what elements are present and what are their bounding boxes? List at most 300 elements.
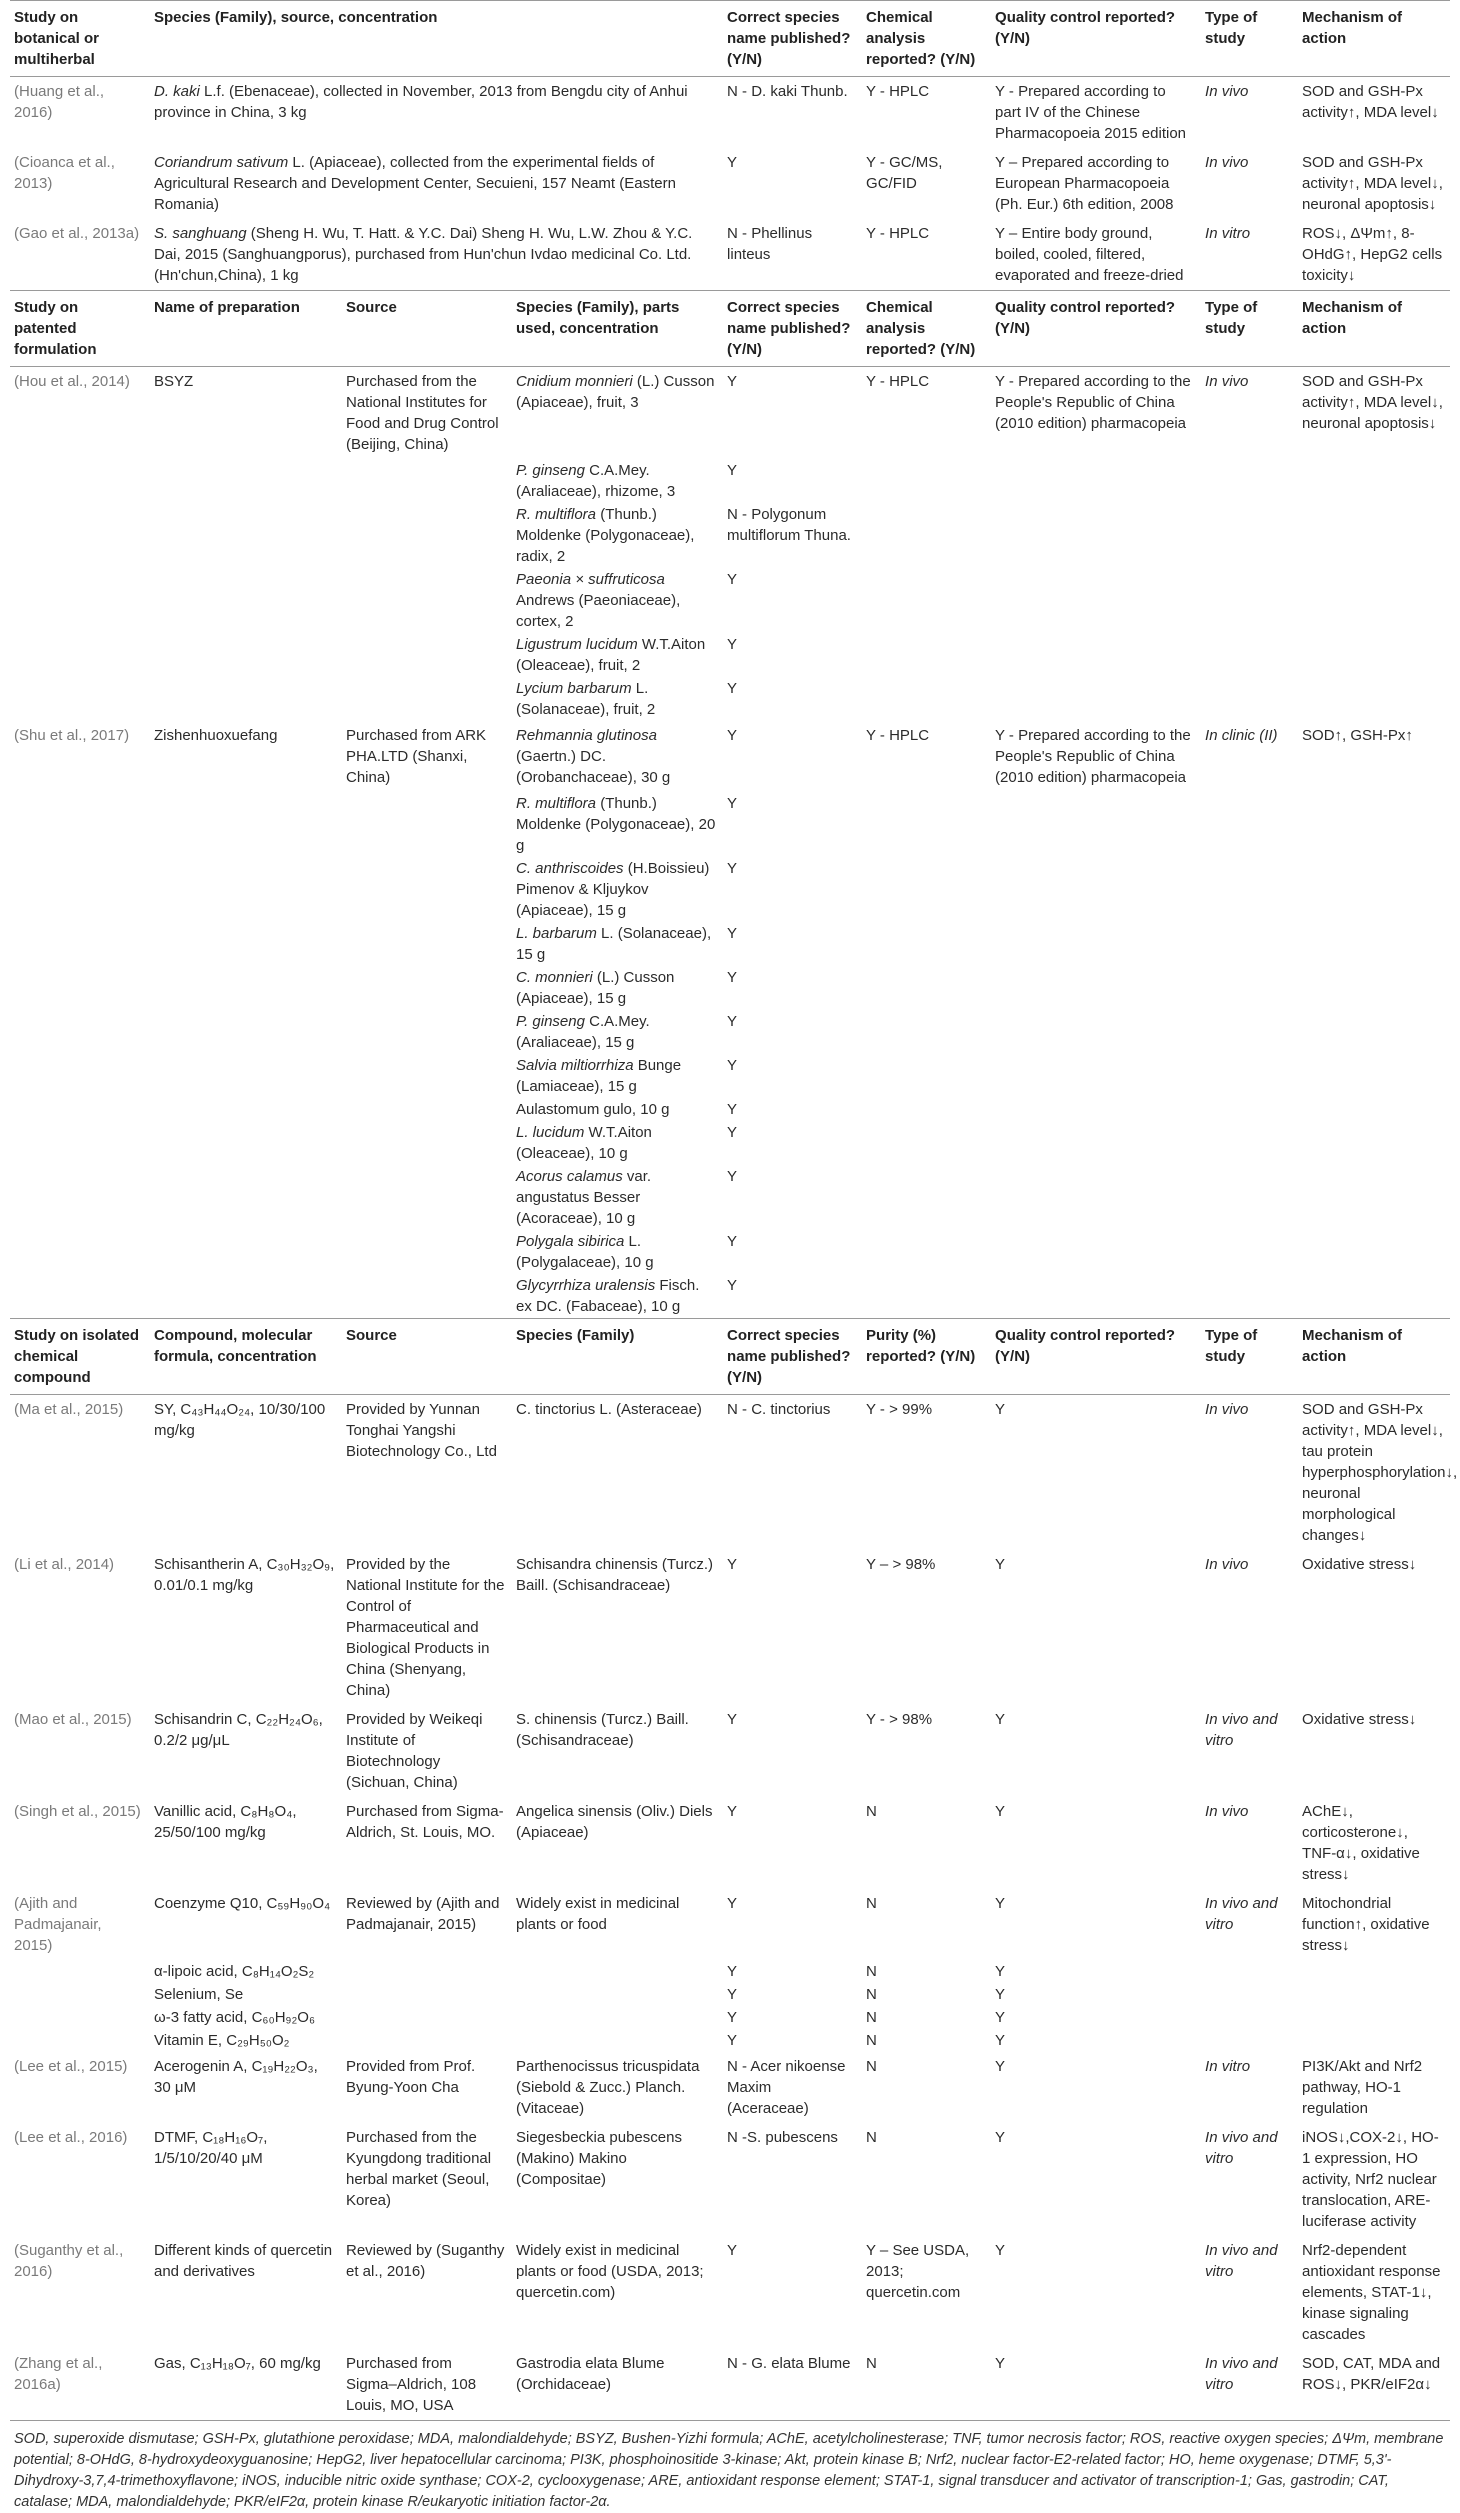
empty-cell xyxy=(10,1010,150,1054)
table-row xyxy=(10,1983,1450,2006)
source xyxy=(342,2029,512,2052)
species-detail: C.A.Mey. (Araliaceae), 15 g xyxy=(516,1013,650,1051)
empty-cell xyxy=(1201,568,1298,633)
correct-name: Y xyxy=(727,680,738,697)
study-type: In vivo xyxy=(1205,1556,1249,1573)
study-cite: (Ma et al., 2015) xyxy=(14,1401,124,1418)
empty-cell xyxy=(1298,966,1450,1010)
header-study: Study on botanical or multiherbal xyxy=(10,1,150,77)
mechanism: SOD↑, GSH-Px↑ xyxy=(1302,727,1413,744)
empty-cell xyxy=(1201,633,1298,677)
species-detail: (L.) Cusson (Apiaceae), 15 g xyxy=(516,969,675,1007)
quality-control: Y xyxy=(995,1803,1006,1820)
correct-name: Y xyxy=(727,636,738,653)
quality-control: Y - Prepared according to the People's Republic of China (2010 edition) pharmacopeia xyxy=(995,727,1191,786)
study-cite: (Lee et al., 2016) xyxy=(14,2129,128,2146)
empty-cell xyxy=(10,1274,150,1319)
empty-cell xyxy=(150,1165,342,1230)
table-row xyxy=(10,1274,1450,1319)
empty-cell xyxy=(342,857,512,922)
chem-analysis: Y - HPLC xyxy=(866,727,930,744)
mechanism: SOD, CAT, MDA and ROS↓, PKR/eIF2α↓ xyxy=(1302,2355,1441,2393)
compound: Vanillic acid, C₈H₈O₄, 25/50/100 mg/kg xyxy=(154,1803,297,1841)
species-name-italic: P. ginseng xyxy=(516,1013,585,1030)
compound: DTMF, C₁₈H₁₆O₇, 1/5/10/20/40 μM xyxy=(154,2129,268,2167)
study-type: In vitro xyxy=(1205,225,1251,242)
header-col-5: Purity (%) reported? (Y/N) xyxy=(862,1319,991,1395)
species-part xyxy=(512,966,723,1010)
empty-cell xyxy=(10,677,150,721)
study-type: In vivo xyxy=(1205,154,1249,171)
species-family: C. tinctorius L. (Asteraceae) xyxy=(516,1401,702,1418)
study-cite: (Hou et al., 2014) xyxy=(14,373,130,390)
mechanism: AChE↓, corticosterone↓, TNF-α↓, oxidative stress↓ xyxy=(1302,1803,1420,1883)
chem-analysis: Y - GC/MS, GC/FID xyxy=(866,154,943,192)
empty-cell xyxy=(342,1010,512,1054)
quality-control: Y xyxy=(995,2129,1006,2146)
species-detail: (Sheng H. Wu, T. Hatt. & Y.C. Dai) Sheng H. Wu, L.W. Zhou & Y.C. Dai, 2015 (Sanghuangporus), purchased from Hun'chun Ivdao medicinal Co. Ltd. (Hn'chun,China), 1 kg xyxy=(154,225,693,284)
empty-cell xyxy=(1201,922,1298,966)
species-family: Gastrodia elata Blume (Orchidaceae) xyxy=(516,2355,665,2393)
mechanism xyxy=(1298,1983,1450,2006)
study-type xyxy=(1201,2029,1298,2052)
species-family: Widely exist in medicinal plants or food (USDA, 2013; quercetin.com) xyxy=(516,2242,704,2301)
empty-cell xyxy=(342,1098,512,1121)
compound: Vitamin E, C₂₉H₅₀O₂ xyxy=(154,2032,290,2049)
purity: N xyxy=(866,1963,877,1980)
empty-cell xyxy=(862,677,991,721)
species-family xyxy=(512,2006,723,2029)
table-row xyxy=(10,2052,1450,2123)
header-mechanism: Mechanism of action xyxy=(1298,1,1450,77)
species-source xyxy=(150,77,723,149)
species-detail: (Thunb.) Moldenke (Polygonaceae), radix, 2 xyxy=(516,506,695,565)
empty-cell xyxy=(342,1274,512,1319)
empty-cell xyxy=(342,568,512,633)
empty-cell xyxy=(862,1010,991,1054)
empty-cell xyxy=(862,792,991,857)
empty-cell xyxy=(1298,1010,1450,1054)
study-type xyxy=(1201,1983,1298,2006)
purity: N xyxy=(866,2009,877,2026)
empty-cell xyxy=(991,459,1201,503)
purity: Y - > 98% xyxy=(866,1711,933,1728)
header-col-6: Quality control reported? (Y/N) xyxy=(991,1319,1201,1395)
empty-cell xyxy=(1298,1121,1450,1165)
empty-cell xyxy=(150,503,342,568)
species-name-italic: Glycyrrhiza uralensis xyxy=(516,1277,656,1294)
mechanism: SOD and GSH-Px activity↑, MDA level↓ xyxy=(1298,77,1450,149)
purity: N xyxy=(866,2058,877,2075)
empty-cell xyxy=(10,459,150,503)
species-part xyxy=(512,792,723,857)
compound: Selenium, Se xyxy=(154,1986,244,2003)
empty-cell xyxy=(150,1098,342,1121)
empty-cell xyxy=(1201,1054,1298,1098)
study-cite: (Gao et al., 2013a) xyxy=(14,225,140,242)
study-cite: (Zhang et al., 2016a) xyxy=(14,2355,103,2393)
species-family: Angelica sinensis (Oliv.) Diels (Apiaceae) xyxy=(516,1803,713,1841)
species-detail: L. (Apiaceae), collected from the experimental fields of Agricultural Research and Development Center, Secuieni, 157 Neamt (Eastern Romania) xyxy=(154,154,676,213)
species-part xyxy=(512,1274,723,1319)
mechanism: Oxidative stress↓ xyxy=(1302,1556,1417,1573)
species-detail: W.T.Aiton (Oleaceae), fruit, 2 xyxy=(516,636,706,674)
species-part xyxy=(512,1121,723,1165)
species-family xyxy=(512,1960,723,1983)
empty-cell xyxy=(150,677,342,721)
correct-name: Y xyxy=(727,727,738,744)
species-part xyxy=(512,1165,723,1230)
data-table xyxy=(10,0,1458,2420)
empty-cell xyxy=(1201,459,1298,503)
purity: N xyxy=(866,1803,877,1820)
study-cite: (Singh et al., 2015) xyxy=(14,1803,141,1820)
header-qc: Quality control reported? (Y/N) xyxy=(991,1,1201,77)
header-col-7: Type of study xyxy=(1201,291,1298,367)
species-name-italic: L. barbarum xyxy=(516,925,597,942)
empty-cell xyxy=(862,503,991,568)
study-type xyxy=(1201,1960,1298,1983)
header-species-source: Species (Family), source, concentration xyxy=(150,1,723,77)
source: Provided by the National Institute for the Control of Pharmaceutical and Biological Products in China (Shenyang, China) xyxy=(346,1556,505,1699)
species-detail: (Thunb.) Moldenke (Polygonaceae), 20 g xyxy=(516,795,716,854)
species-family: S. chinensis (Turcz.) Baill. (Schisandraceae) xyxy=(516,1711,689,1749)
correct-name: Y xyxy=(727,969,738,986)
species-part xyxy=(512,677,723,721)
compound: Gas, C₁₃H₁₈O₇, 60 mg/kg xyxy=(154,2355,321,2372)
table-row xyxy=(10,1165,1450,1230)
quality-control: Y xyxy=(995,1895,1006,1912)
study-type: In vivo and vitro xyxy=(1205,1895,1278,1933)
mechanism: SOD and GSH-Px activity↑, MDA level↓, neuronal apoptosis↓ xyxy=(1302,373,1443,432)
correct-name: Y xyxy=(727,1233,738,1250)
table-row xyxy=(10,2123,1450,2236)
mechanism: Mitochondrial function↑, oxidative stress↓ xyxy=(1302,1895,1430,1954)
species-name-italic: C. monnieri xyxy=(516,969,593,986)
correct-name: Y xyxy=(727,795,738,812)
correct-name: Y xyxy=(727,2242,738,2259)
empty-cell xyxy=(10,1230,150,1274)
empty-cell xyxy=(991,503,1201,568)
compound: α-lipoic acid, C₈H₁₄O₂S₂ xyxy=(154,1963,315,1980)
empty-cell xyxy=(10,503,150,568)
correct-name: N - G. elata Blume xyxy=(727,2355,851,2372)
species-detail: L. (Solanaceae), 15 g xyxy=(516,925,712,963)
species-detail: (H.Boissieu) Pimenov & Kljuykov (Apiaceae), 15 g xyxy=(516,860,710,919)
quality-control: Y xyxy=(995,2032,1006,2049)
correct-name: Y xyxy=(727,462,738,479)
table-row xyxy=(10,677,1450,721)
empty-cell xyxy=(150,1230,342,1274)
empty-cell xyxy=(991,792,1201,857)
empty-cell xyxy=(1298,568,1450,633)
header-col-2: Source xyxy=(342,1319,512,1395)
quality-control: Y xyxy=(995,1963,1006,1980)
study-type xyxy=(1201,2006,1298,2029)
table-row xyxy=(10,1550,1450,1705)
chem-analysis: Y - HPLC xyxy=(866,225,930,242)
empty-cell xyxy=(1298,1274,1450,1319)
species-detail: Aulastomum gulo, 10 g xyxy=(516,1101,670,1118)
table-row xyxy=(10,857,1450,922)
header-col-5: Chemical analysis reported? (Y/N) xyxy=(862,291,991,367)
empty-cell xyxy=(991,677,1201,721)
species-family: Widely exist in medicinal plants or food xyxy=(516,1895,680,1933)
empty-cell xyxy=(10,568,150,633)
quality-control: Y - Prepared according to the People's Republic of China (2010 edition) pharmacopeia xyxy=(995,373,1191,432)
correct-name: N - C. tinctorius xyxy=(727,1401,831,1418)
empty-cell xyxy=(991,1230,1201,1274)
empty-cell xyxy=(862,1121,991,1165)
empty-cell xyxy=(1298,1165,1450,1230)
header-col-8: Mechanism of action xyxy=(1298,291,1450,367)
table-row xyxy=(10,219,1450,291)
source xyxy=(342,1983,512,2006)
mechanism: Oxidative stress↓ xyxy=(1302,1711,1417,1728)
correct-name: Y xyxy=(727,860,738,877)
empty-cell xyxy=(991,1121,1201,1165)
study-cite: (Shu et al., 2017) xyxy=(14,727,130,744)
empty-cell xyxy=(10,1098,150,1121)
table-row xyxy=(10,2029,1450,2052)
empty-cell xyxy=(342,459,512,503)
species-part xyxy=(512,1010,723,1054)
empty-cell xyxy=(991,633,1201,677)
empty-cell xyxy=(10,1121,150,1165)
species-name-italic: Polygala sibirica xyxy=(516,1233,625,1250)
species-name-italic: L. lucidum xyxy=(516,1124,585,1141)
compound: Acerogenin A, C₁₉H₂₂O₃, 30 μM xyxy=(154,2058,318,2096)
species-name-italic: P. ginseng xyxy=(516,462,585,479)
mechanism: Nrf2-dependent antioxidant response elements, STAT-1↓, kinase signaling cascades xyxy=(1302,2242,1441,2343)
empty-cell xyxy=(1298,1230,1450,1274)
species-name-italic: D. kaki xyxy=(154,83,200,100)
empty-cell xyxy=(991,1165,1201,1230)
correct-name: Y xyxy=(727,925,738,942)
table-row xyxy=(10,148,1450,219)
compound: SY, C₄₃H₄₄O₂₄, 10/30/100 mg/kg xyxy=(154,1401,326,1439)
source: Purchased from the National Institutes for Food and Drug Control (Beijing, China) xyxy=(346,373,499,453)
species-part xyxy=(512,633,723,677)
species-detail: (Gaertn.) DC. (Orobanchaceae), 30 g xyxy=(516,748,671,786)
empty-cell xyxy=(1201,792,1298,857)
mechanism: SOD and GSH-Px activity↑, MDA level↓, tau protein hyperphosphorylation↓, neuronal morphological changes↓ xyxy=(1302,1401,1458,1544)
study-cite: (Li et al., 2014) xyxy=(14,1556,115,1573)
species-name-italic: Coriandrum sativum xyxy=(154,154,289,171)
table-row xyxy=(10,1010,1450,1054)
species-family xyxy=(512,2029,723,2052)
empty-cell xyxy=(1201,1121,1298,1165)
empty-cell xyxy=(150,966,342,1010)
correct-name: Y xyxy=(727,1124,738,1141)
header-col-3: Species (Family), parts used, concentration xyxy=(512,291,723,367)
source: Provided by Weikeqi Institute of Biotechnology (Sichuan, China) xyxy=(346,1711,483,1791)
table-row xyxy=(10,721,1450,792)
empty-cell xyxy=(342,1230,512,1274)
species-family: Parthenocissus tricuspidata (Siebold & Zucc.) Planch. (Vitaceae) xyxy=(516,2058,700,2117)
empty-cell xyxy=(991,1010,1201,1054)
quality-control: Y xyxy=(995,1986,1006,2003)
empty-cell xyxy=(1201,1098,1298,1121)
empty-cell xyxy=(991,1054,1201,1098)
empty-cell xyxy=(1298,1054,1450,1098)
table-row xyxy=(10,1797,1450,1889)
table-row xyxy=(10,367,1450,460)
correct-name: Y xyxy=(727,1963,738,1980)
empty-cell xyxy=(1201,503,1298,568)
mechanism: SOD and GSH-Px activity↑, MDA level↓, neuronal apoptosis↓ xyxy=(1302,154,1443,213)
empty-cell xyxy=(991,1274,1201,1319)
empty-cell xyxy=(10,792,150,857)
patented-header-row xyxy=(10,291,1450,367)
purity: N xyxy=(866,2355,877,2372)
study-type: In vivo and vitro xyxy=(1205,2242,1278,2280)
empty-cell xyxy=(1298,633,1450,677)
header-chem-analysis: Chemical analysis reported? (Y/N) xyxy=(862,1,991,77)
study-cite: (Lee et al., 2015) xyxy=(14,2058,128,2075)
compound: Coenzyme Q10, C₅₉H₉₀O₄ xyxy=(154,1895,331,1912)
mechanism xyxy=(1298,2029,1450,2052)
correct-name: N -S. pubescens xyxy=(727,2129,838,2146)
study-type: In vivo and vitro xyxy=(1205,1711,1278,1749)
empty-cell xyxy=(150,1121,342,1165)
empty-cell xyxy=(10,922,150,966)
correct-name: Y xyxy=(727,2009,738,2026)
table-row xyxy=(10,2349,1450,2420)
empty-cell xyxy=(991,1098,1201,1121)
quality-control: Y xyxy=(995,2242,1006,2259)
table-row xyxy=(10,1960,1450,1983)
purity: Y – > 98% xyxy=(866,1556,936,1573)
correct-name: N - Acer nikoense Maxim (Aceraceae) xyxy=(727,2058,846,2117)
species-part xyxy=(512,1230,723,1274)
chem-analysis: Y - HPLC xyxy=(862,77,991,149)
header-col-0: Study on patented formulation xyxy=(10,291,150,367)
empty-cell xyxy=(150,568,342,633)
species-detail: Bunge (Lamiaceae), 15 g xyxy=(516,1057,682,1095)
empty-cell xyxy=(150,792,342,857)
empty-cell xyxy=(1298,677,1450,721)
compound: Different kinds of quercetin and derivatives xyxy=(154,2242,333,2280)
quality-control: Y xyxy=(995,1711,1006,1728)
quality-control: Y xyxy=(995,2058,1006,2075)
empty-cell xyxy=(150,1274,342,1319)
mechanism xyxy=(1298,1960,1450,1983)
empty-cell xyxy=(10,1054,150,1098)
correct-name: Y xyxy=(727,1168,738,1185)
empty-cell xyxy=(342,677,512,721)
species-part xyxy=(512,857,723,922)
empty-cell xyxy=(10,857,150,922)
source: Purchased from Sigma–Aldrich, 108 Louis, MO, USA xyxy=(346,2355,477,2414)
empty-cell xyxy=(991,857,1201,922)
empty-cell xyxy=(150,1054,342,1098)
study-cite: (Huang et al., 2016) xyxy=(10,77,150,149)
empty-cell xyxy=(1201,1010,1298,1054)
purity: N xyxy=(866,1986,877,2003)
table-row xyxy=(10,1705,1450,1797)
species-name-italic: R. multiflora xyxy=(516,506,597,523)
empty-cell xyxy=(1201,1165,1298,1230)
table-row xyxy=(10,966,1450,1010)
empty-cell xyxy=(342,1054,512,1098)
species-detail: L. (Solanaceae), fruit, 2 xyxy=(516,680,656,718)
correct-name: N - D. kaki Thunb. xyxy=(723,77,862,149)
study-cite: (Ajith and Padmajanair, 2015) xyxy=(14,1895,102,1954)
compound: Schisandrin C, C₂₂H₂₄O₆, 0.2/2 μg/μL xyxy=(154,1711,323,1749)
empty-cell xyxy=(862,966,991,1010)
species-name-italic: Lycium barbarum xyxy=(516,680,632,697)
table-row xyxy=(10,1230,1450,1274)
table-row xyxy=(10,2236,1450,2349)
correct-name: Y xyxy=(727,571,738,588)
purity: Y - > 99% xyxy=(866,1401,933,1418)
empty-cell xyxy=(10,966,150,1010)
compound: Schisantherin A, C₃₀H₃₂O₉, 0.01/0.1 mg/kg xyxy=(154,1556,335,1594)
study-type: In vivo and vitro xyxy=(1205,2129,1278,2167)
header-col-8: Mechanism of action xyxy=(1298,1319,1450,1395)
source: Provided from Prof. Byung-Yoon Cha xyxy=(346,2058,476,2096)
quality-control: Y xyxy=(995,2009,1006,2026)
empty-cell xyxy=(862,1054,991,1098)
purity: Y – See USDA, 2013; quercetin.com xyxy=(866,2242,970,2301)
study-cite xyxy=(10,1960,150,1983)
source xyxy=(342,2006,512,2029)
correct-name: Y xyxy=(727,1277,738,1294)
empty-cell xyxy=(150,633,342,677)
species-part xyxy=(512,922,723,966)
header-correct-name: Correct species name published? (Y/N) xyxy=(723,1,862,77)
species-part xyxy=(512,1098,723,1121)
preparation-name: Zishenhuoxuefang xyxy=(154,727,278,744)
empty-cell xyxy=(862,1165,991,1230)
table-row xyxy=(10,633,1450,677)
quality-control: Y xyxy=(995,1401,1006,1418)
empty-cell xyxy=(1298,1098,1450,1121)
quality-control: Y - Prepared according to part IV of the Chinese Pharmacopoeia 2015 edition xyxy=(991,77,1201,149)
purity: N xyxy=(866,2032,877,2049)
source: Purchased from ARK PHA.LTD (Shanxi, China) xyxy=(346,727,487,786)
empty-cell xyxy=(1201,857,1298,922)
empty-cell xyxy=(862,633,991,677)
empty-cell xyxy=(10,1165,150,1230)
source: Purchased from Sigma-Aldrich, St. Louis, MO. xyxy=(346,1803,504,1841)
empty-cell xyxy=(991,922,1201,966)
species-part xyxy=(512,459,723,503)
species-name-italic: Cnidium monnieri xyxy=(516,373,633,390)
table-row xyxy=(10,792,1450,857)
source: Reviewed by (Ajith and Padmajanair, 2015) xyxy=(346,1895,500,1933)
species-detail: L. (Polygalaceae), 10 g xyxy=(516,1233,654,1271)
header-col-7: Type of study xyxy=(1201,1319,1298,1395)
chem-analysis: Y - HPLC xyxy=(866,373,930,390)
study-type: In vivo and vitro xyxy=(1205,2355,1278,2393)
isolated-header-row xyxy=(10,1319,1450,1395)
species-name-italic: R. multiflora xyxy=(516,795,597,812)
mechanism xyxy=(1298,2006,1450,2029)
empty-cell xyxy=(1298,792,1450,857)
empty-cell xyxy=(10,633,150,677)
species-detail: var. angustatus Besser (Acoraceae), 10 g xyxy=(516,1168,652,1227)
header-col-4: Correct species name published? (Y/N) xyxy=(723,291,862,367)
empty-cell xyxy=(342,1121,512,1165)
study-type: In vivo xyxy=(1205,1803,1249,1820)
empty-cell xyxy=(862,568,991,633)
empty-cell xyxy=(862,857,991,922)
correct-name: Y xyxy=(727,373,738,390)
correct-name: Y xyxy=(727,1013,738,1030)
species-part xyxy=(512,1054,723,1098)
